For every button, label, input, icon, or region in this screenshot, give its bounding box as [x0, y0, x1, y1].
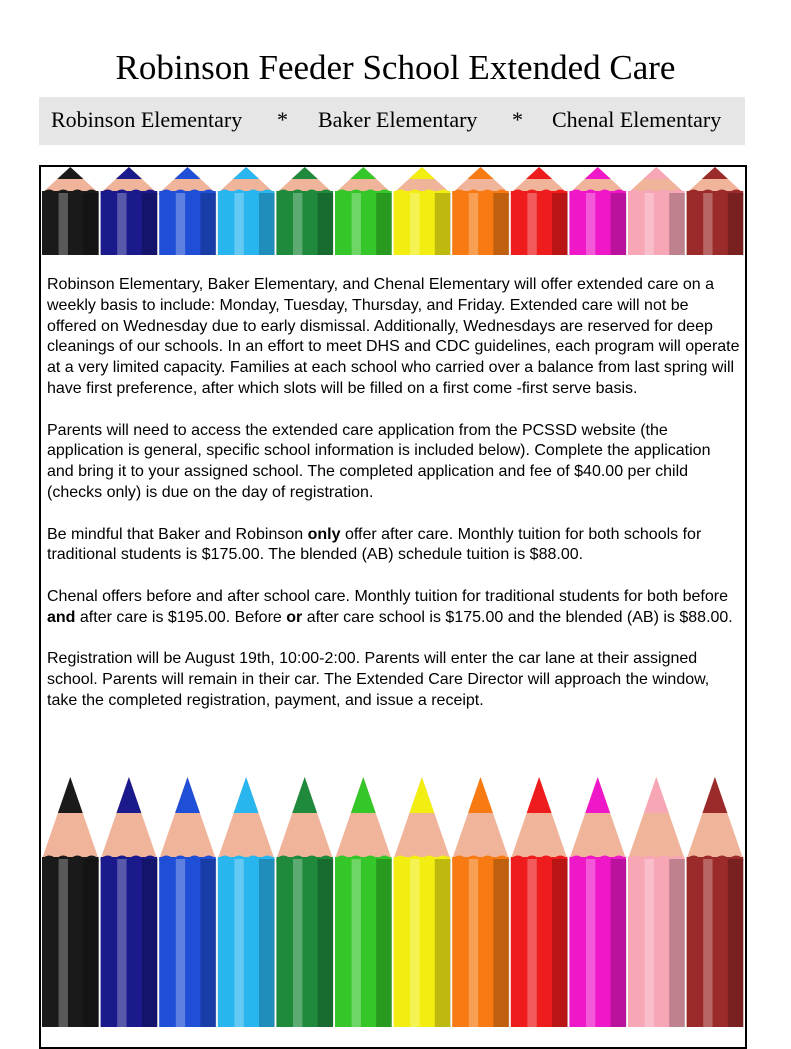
- banner-separator: *: [277, 107, 288, 132]
- paragraph-baker-robinson-tuition: Be mindful that Baker and Robinson only offer after care. Monthly tuition for both schools for traditional students is $175.00. The blended (AB) schedule tuition is $88.00.: [47, 525, 702, 564]
- pencil-lead: [116, 777, 141, 813]
- emphasis-and: and: [47, 608, 76, 626]
- pencil-lead: [644, 777, 669, 813]
- pencil-highlight: [527, 193, 536, 255]
- pencil-shade: [142, 859, 158, 1027]
- pencil-lead: [350, 167, 376, 179]
- banner-school-baker: Baker Elementary: [318, 107, 478, 132]
- pencil-shade: [318, 193, 334, 255]
- pencil-highlight: [176, 193, 185, 255]
- pencil-10: [569, 777, 626, 1027]
- pencil-shade: [435, 193, 451, 255]
- pencil-shade: [259, 859, 275, 1027]
- pencil-2: [101, 777, 158, 1027]
- pencil-border-top: [41, 167, 745, 255]
- pencil-lead: [174, 167, 200, 179]
- page-title: Robinson Feeder School Extended Care: [115, 48, 676, 87]
- pencil-highlight: [703, 859, 712, 1027]
- pencil-lead: [292, 167, 318, 179]
- pencil-3: [159, 777, 216, 1027]
- pencil-11: [628, 167, 685, 255]
- pencil-shade: [552, 859, 568, 1027]
- pencil-highlight: [234, 859, 243, 1027]
- pencil-lead: [467, 167, 493, 179]
- pencil-lead: [585, 777, 610, 813]
- pencil-lead: [702, 167, 728, 179]
- pencil-highlight: [352, 193, 361, 255]
- pencil-8: [452, 777, 509, 1027]
- pencil-5: [276, 167, 333, 255]
- pencil-highlight: [117, 193, 126, 255]
- pencil-11: [628, 777, 685, 1027]
- pencil-shade: [611, 193, 627, 255]
- pencil-1: [42, 777, 99, 1027]
- pencil-highlight: [586, 193, 595, 255]
- pencil-lead: [409, 167, 435, 179]
- pencil-lead: [57, 167, 83, 179]
- pencil-1: [42, 167, 99, 255]
- paragraph-registration: Registration will be August 19th, 10:00-2:00. Parents will enter the car lane at their assigned school. Parents will remain in their car. The Extended Care Director will approach the window, take the completed registration, payment, and issue a receipt.: [47, 650, 710, 709]
- pencil-lead: [585, 167, 611, 179]
- pencil-12: [687, 167, 744, 255]
- pencil-6: [335, 777, 392, 1027]
- pencil-highlight: [469, 193, 478, 255]
- pencil-7: [394, 777, 451, 1027]
- pencil-shade: [611, 859, 627, 1027]
- pencil-highlight: [59, 193, 68, 255]
- emphasis-only: only: [307, 525, 341, 543]
- pencil-shade: [435, 859, 451, 1027]
- pencil-shade: [376, 193, 392, 255]
- pencil-7: [394, 167, 451, 255]
- pencil-highlight: [176, 859, 185, 1027]
- pencil-highlight: [469, 859, 478, 1027]
- pencil-12: [687, 777, 744, 1027]
- pencil-lead: [351, 777, 376, 813]
- pencil-8: [452, 167, 509, 255]
- banner-school-chenal: Chenal Elementary: [552, 107, 722, 132]
- pencil-shade: [376, 859, 392, 1027]
- pencil-shade: [318, 859, 334, 1027]
- emphasis-or: or: [286, 608, 303, 626]
- school-banner: [39, 97, 745, 145]
- pencil-lead: [702, 777, 727, 813]
- pencil-highlight: [645, 193, 654, 255]
- pencil-highlight: [352, 859, 361, 1027]
- pencil-3: [159, 167, 216, 255]
- pencil-5: [276, 777, 333, 1027]
- flyer-body: [47, 275, 741, 733]
- pencil-9: [511, 167, 568, 255]
- pencil-shade: [728, 193, 744, 255]
- pencil-shade: [669, 859, 685, 1027]
- pencil-6: [335, 167, 392, 255]
- pencil-lead: [234, 777, 259, 813]
- pencil-shade: [200, 193, 216, 255]
- paragraph-chenal-tuition: Chenal offers before and after school care. Monthly tuition for traditional students for both before and after care is $195.00. Before or after care school is $175.00 and the blended (AB) is $88.00.: [47, 587, 733, 626]
- pencil-shade: [83, 193, 99, 255]
- pencil-lead: [527, 777, 552, 813]
- pencil-row-bottom-graphic: [41, 777, 745, 1027]
- pencil-shade: [83, 859, 99, 1027]
- pencil-10: [569, 167, 626, 255]
- pencil-shade: [728, 859, 744, 1027]
- pencil-shade: [493, 193, 509, 255]
- paragraph-overview: Robinson Elementary, Baker Elementary, and Chenal Elementary will offer extended care on a weekly basis to include: Monday, Tuesday, Thursday, and Friday. Extended care will not be offered on Wednesday due to early dismissal. Additionally, Wednesdays are reserved for deep cleanings of our schools. In an effort to meet DHS and CDC guidelines, each program will operate at a very limited capacity. Families at each school who carried over a balance from last spring will have first preference, after which slots will be filled on a first come -first serve basis.: [47, 276, 740, 397]
- pencil-lead: [58, 777, 83, 813]
- pencil-2: [101, 167, 158, 255]
- pencil-shade: [259, 193, 275, 255]
- pencil-highlight: [410, 859, 419, 1027]
- pencil-lead: [526, 167, 552, 179]
- flyer-frame: [39, 165, 747, 1049]
- pencil-highlight: [703, 193, 712, 255]
- pencil-lead: [116, 167, 142, 179]
- pencil-highlight: [410, 193, 419, 255]
- pencil-border-bottom: [41, 777, 745, 1027]
- pencil-shade: [200, 859, 216, 1027]
- pencil-lead: [468, 777, 493, 813]
- pencil-9: [511, 777, 568, 1027]
- paragraph-application: Parents will need to access the extended care application from the PCSSD website (the application is general, specific school information is included below). Complete the application and bring it to your assigned school. The completed application and fee of $40.00 per child (checks only) is due on the day of registration.: [47, 421, 711, 501]
- pencil-lead: [292, 777, 317, 813]
- pencil-highlight: [59, 859, 68, 1027]
- pencil-4: [218, 777, 275, 1027]
- pencil-highlight: [586, 859, 595, 1027]
- pencil-4: [218, 167, 275, 255]
- pencil-highlight: [645, 859, 654, 1027]
- pencil-highlight: [293, 859, 302, 1027]
- pencil-lead: [643, 167, 669, 179]
- pencil-shade: [552, 193, 568, 255]
- pencil-row-top-graphic: [41, 167, 745, 255]
- pencil-highlight: [117, 859, 126, 1027]
- pencil-shade: [142, 193, 158, 255]
- pencil-highlight: [293, 193, 302, 255]
- banner-school-robinson: Robinson Elementary: [51, 107, 243, 132]
- pencil-highlight: [234, 193, 243, 255]
- pencil-highlight: [527, 859, 536, 1027]
- pencil-lead: [409, 777, 434, 813]
- pencil-lead: [175, 777, 200, 813]
- banner-separator: *: [512, 107, 523, 132]
- pencil-shade: [669, 193, 685, 255]
- pencil-lead: [233, 167, 259, 179]
- pencil-shade: [493, 859, 509, 1027]
